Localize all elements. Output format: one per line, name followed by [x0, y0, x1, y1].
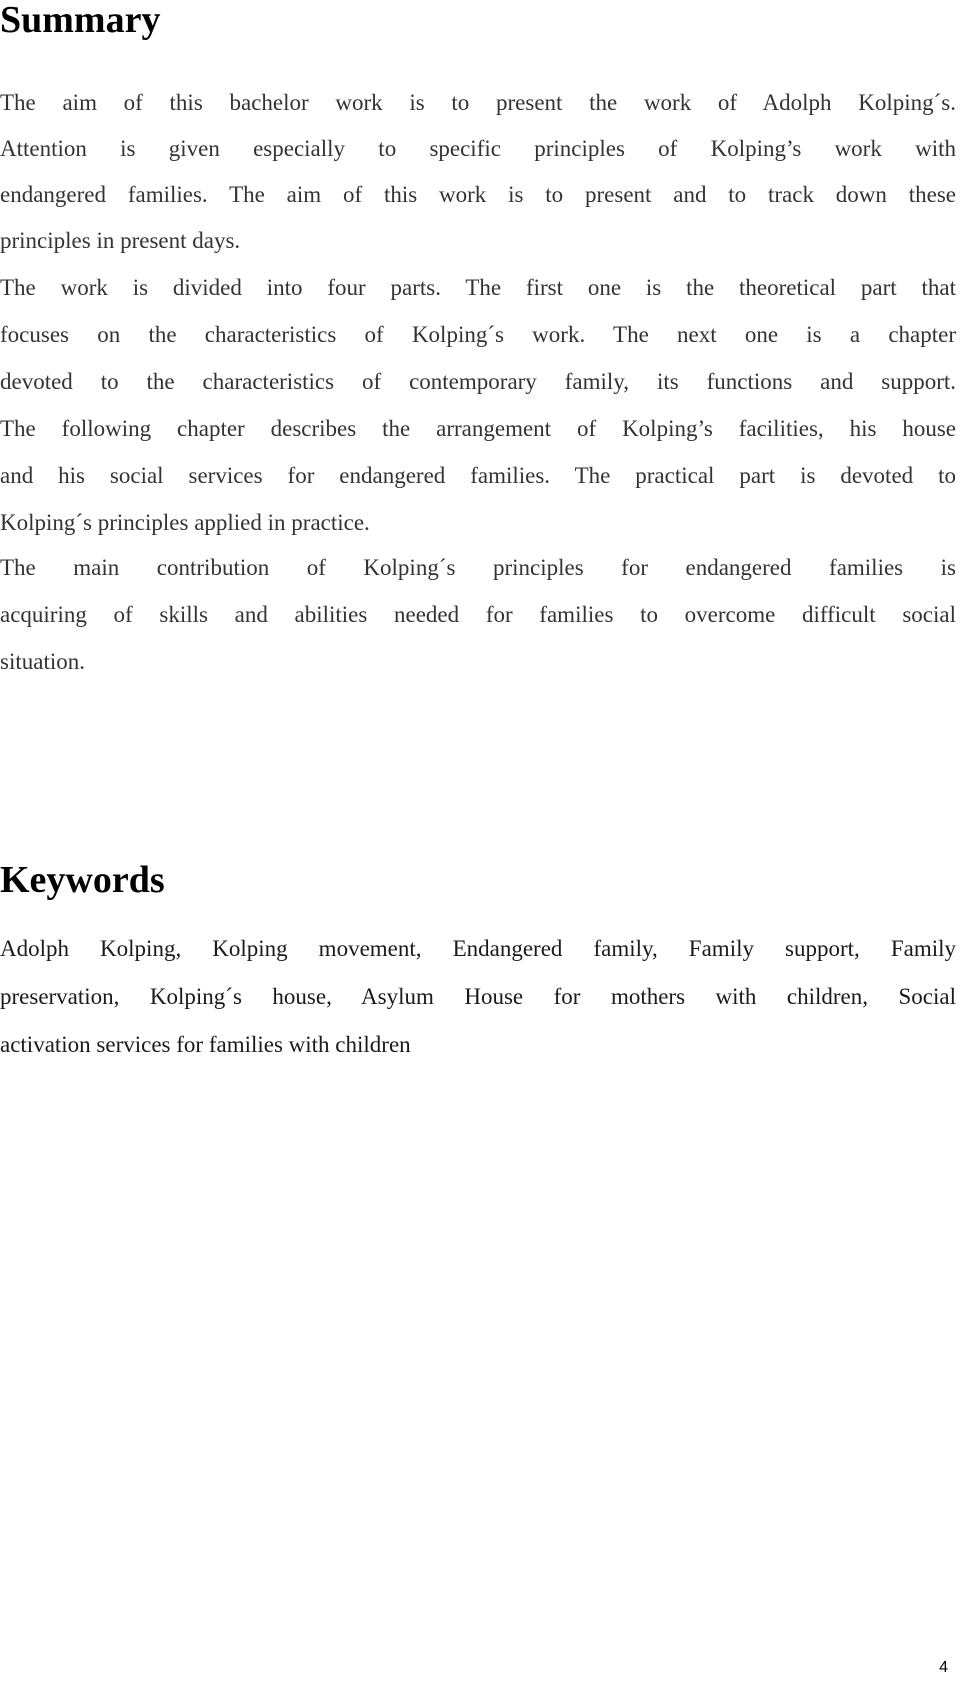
keywords-line: Adolph Kolping, Kolping movement, Endangered family, Family support, Family [0, 936, 956, 961]
summary-line: endangered families. The aim of this work is to present and to track down these [0, 182, 956, 207]
summary-line: principles in present days. [0, 228, 241, 253]
summary-line: focuses on the characteristics of Kolping´s work. The next one is a chapter [0, 322, 956, 347]
summary-heading: Summary [0, 0, 161, 41]
summary-line: and his social services for endangered families. The practical part is devoted to [0, 463, 956, 488]
summary-line: Attention is given especially to specific principles of Kolping’s work with [0, 136, 956, 161]
summary-line: The aim of this bachelor work is to present the work of Adolph Kolping´s. [0, 90, 956, 115]
summary-line: The following chapter describes the arrangement of Kolping’s facilities, his house [0, 416, 956, 441]
summary-line: devoted to the characteristics of contemporary family, its functions and support. [0, 369, 956, 394]
summary-line: The main contribution of Kolping´s principles for endangered families is [0, 555, 956, 580]
summary-line: acquiring of skills and abilities needed for families to overcome difficult social [0, 602, 956, 627]
keywords-line: activation services for families with children [0, 1032, 411, 1057]
summary-line: Kolping´s principles applied in practice. [0, 510, 370, 535]
keywords-line: preservation, Kolping´s house, Asylum House for mothers with children, Social [0, 984, 956, 1009]
summary-line: situation. [0, 649, 85, 674]
page-number: 4 [939, 1659, 948, 1676]
keywords-heading: Keywords [0, 859, 165, 901]
summary-line: The work is divided into four parts. The first one is the theoretical part that [0, 275, 956, 300]
